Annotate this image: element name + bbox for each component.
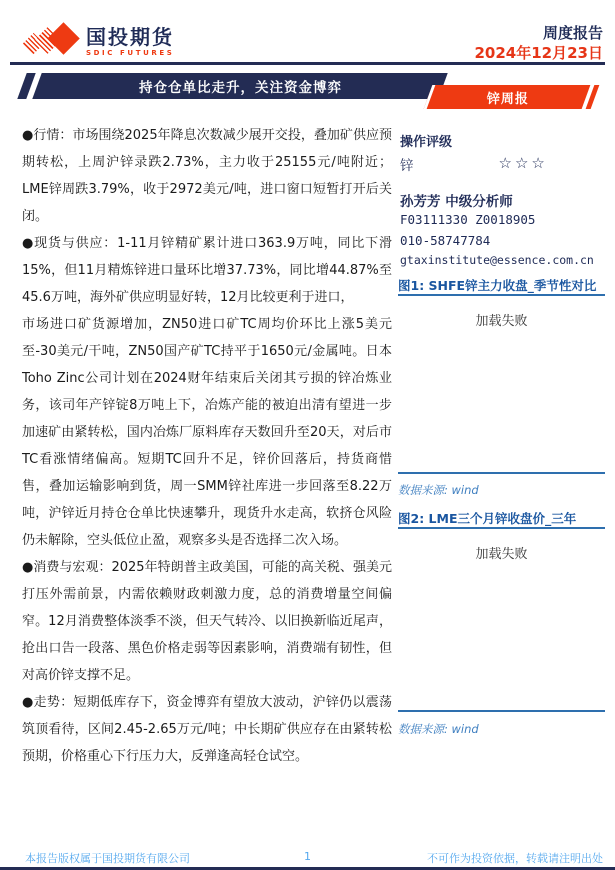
analyst-email: gtaxinstitute@essence.com.cn: [400, 253, 594, 267]
figure-1-bottom-rule: [398, 472, 605, 474]
analyst-certificates: F03111330 Z0018905: [400, 212, 536, 227]
figure-1-load-failed-text: 加载失败: [475, 314, 528, 329]
zinc-weekly-tab-label: 锌周报: [487, 91, 530, 107]
figure-1-source: 数据来源: wind: [398, 483, 479, 497]
analyst-phone: 010-58747784: [400, 233, 491, 248]
footer-disclaimer: 不可作为投资依据，转载请注明出处: [427, 852, 603, 865]
paragraph-supply-1: ●现货与供应：1-11月锌精矿累计进口363.9万吨，同比下滑15%，但11月精炼锌进口量环比增37.73%，同比增44.87%至45.6万吨，海外矿供应明显好转，12月比较更利于进口，: [22, 236, 392, 305]
star-rating-icons: ☆☆☆: [498, 154, 548, 172]
diamond-logo-icon: [25, 20, 77, 62]
brand-name-en: SDIC FUTURES: [86, 48, 175, 57]
page-number: 1: [304, 850, 311, 863]
rating-row: [400, 154, 610, 174]
paragraph-outlook: ●走势：短期低库存下，资金博弈有望放大波动，沪锌仍以震荡筑顶看待，区间2.45-2.65万元/吨；中长期矿供应存在由紧转松预期，价格重心下行压力大，反弹逢高轻仓试空。: [22, 695, 392, 764]
company-logo: [25, 20, 174, 62]
figure-2-load-failed-text: 加载失败: [475, 547, 528, 562]
article-body: [22, 122, 392, 770]
rating-instrument: 锌: [400, 158, 414, 174]
report-title-banner: [32, 73, 447, 99]
rating-section-title: 操作评级: [400, 135, 453, 150]
figure-2-placeholder: [398, 529, 605, 710]
figure-2-caption: 图2: LME三个月锌收盘价_三年: [398, 511, 577, 526]
figure-1-caption: 图1: SHFE锌主力收盘_季节性对比: [398, 278, 597, 293]
brand-name-cn: 国投期货: [86, 24, 174, 49]
solid-diamond-icon: [47, 22, 80, 55]
report-title: 持仓仓单比走升，关注资金博弈: [138, 80, 342, 96]
figure-2-source: 数据来源: wind: [398, 722, 479, 736]
paragraph-market: ●行情：市场围绕2025年降息次数减少展开交投，叠加矿供应预期转松，上周沪锌录跌2.73%，主力收于25155元/吨附近；LME锌周跌3.79%，收于2972美元/吨，进口窗口短暂打开后关闭。: [22, 128, 392, 224]
footer-copyright: 本报告版权属于国投期货有限公司: [25, 852, 190, 865]
figure-2-bottom-rule: [398, 710, 605, 712]
report-type-label: 周度报告: [542, 24, 603, 42]
paragraph-supply-2: 市场进口矿货源增加，ZN50进口矿TC周均价环比上涨5美元至-30美元/干吨，ZN50国产矿TC持平于1650元/金属吨。日本Toho Zinc公司计划在2024财年结束后关闭其亏损的锌冶炼业务，该司年产锌锭8万吨上下，冶炼产能的被迫出清有望进一步加速矿由紧转松，国内冶炼厂原料库存天数回升至20天，对后市TC看涨情绪偏高。短期TC回升不足，锌价回落后，持货商惜售，叠加运输影响到货，周一SMM锌社库进一步回落至8.22万吨，沪锌近月持仓仓单比快速攀升，现货升水走高，软挤仓风险仍未解除，空头低位止盈，观察多头是否选择二次入场。: [22, 317, 392, 548]
brand-text: [86, 26, 174, 57]
report-date: 2024年12月23日: [474, 44, 603, 62]
analyst-name: 孙芳芳 中级分析师: [400, 194, 513, 210]
figure-1-placeholder: [398, 296, 605, 472]
paragraph-consumption: ●消费与宏观：2025年特朗普主政美国，可能的高关税、强美元打压外需前景，内需依赖财政刺激力度，总的消费增量空间偏窄。12月消费整体淡季不淡，但天气转冷、以旧换新临近尾声，抢出口告一段落、黑色价格走弱等因素影响，消费端有韧性，但对高价锌支撑不足。: [22, 560, 392, 683]
zinc-weekly-tab: [424, 85, 591, 109]
header-divider: [10, 62, 605, 65]
